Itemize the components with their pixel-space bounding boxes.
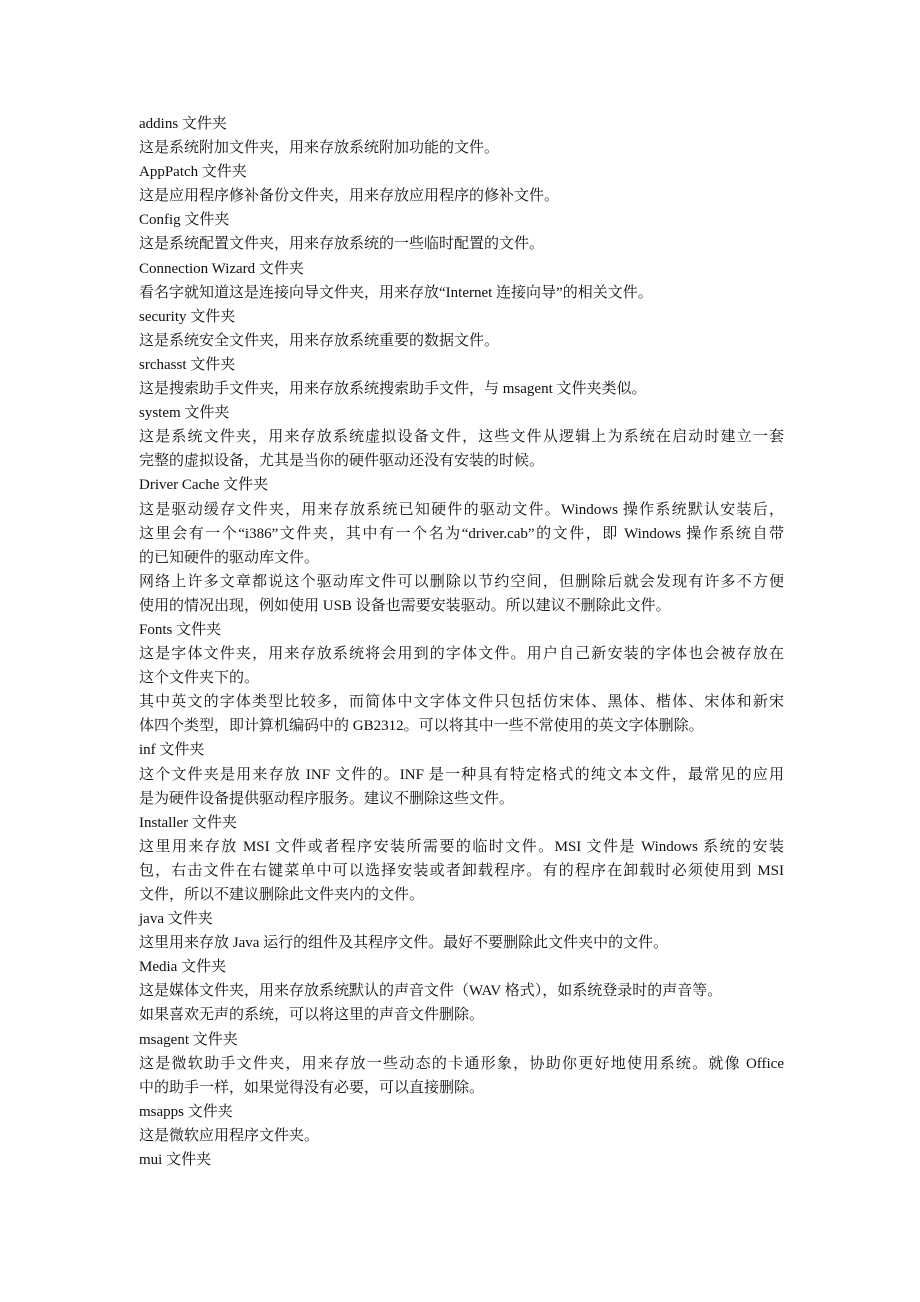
paragraph-line: 这是微软应用程序文件夹。 [139,1127,320,1144]
paragraph-line: 这是系统附加文件夹，用来存放系统附加功能的文件。 [139,140,500,157]
section-heading: msapps 文件夹 [139,1103,233,1120]
paragraph-line: 如果喜欢无声的系统，可以将这里的声音文件删除。 [139,1007,485,1024]
paragraph-line: 体四个类型，即计算机编码中的 GB2312。可以将其中一些不常使用的英文字体删除。 [139,718,704,735]
paragraph-line: 这个文件夹下的。 [139,670,260,687]
paragraph-line: 这是搜索助手文件夹，用来存放系统搜索助手文件，与 msagent 文件夹类似。 [139,381,647,398]
paragraph-line: 这是系统文件夹，用来存放系统虚拟设备文件，这些文件从逻辑上为系统在启动时建立一套 [139,429,784,446]
section-heading: AppPatch 文件夹 [139,164,247,181]
section-heading: security 文件夹 [139,308,236,325]
paragraph-line: 这个文件夹是用来存放 INF 文件的。INF 是一种具有特定格式的纯文本文件，最常见的应用 [139,766,784,783]
section-heading: java 文件夹 [139,911,213,928]
paragraph-line: 使用的情况出现，例如使用 USB 设备也需要安装驱动。所以建议不删除此文件。 [139,597,671,614]
section-heading: addins 文件夹 [139,116,227,132]
paragraph-line: 包，右击文件在右键菜单中可以选择安装或者卸载程序。有的程序在卸载时必须使用到 MSI [139,862,784,879]
paragraph-line: 这是媒体文件夹，用来存放系统默认的声音文件（WAV 格式），如系统登录时的声音等。 [139,983,723,1000]
section-heading: Installer 文件夹 [139,814,237,831]
paragraph-line: 这是字体文件夹，用来存放系统将会用到的字体文件。用户自己新安装的字体也会被存放在 [139,646,784,663]
paragraph-line: 文件，所以不建议删除此文件夹内的文件。 [139,887,425,903]
paragraph-line: 完整的虚拟设备，尤其是当你的硬件驱动还没有安装的时候。 [139,453,545,470]
section-heading: system 文件夹 [139,405,230,422]
section-heading: Config 文件夹 [139,212,230,229]
section-heading: msagent 文件夹 [139,1031,238,1048]
document-body [139,112,784,1172]
paragraph-line: 其中英文的字体类型比较多，而简体中文字体文件只包括仿宋体、黑体、楷体、宋体和新宋 [139,694,784,711]
section-heading: Media 文件夹 [139,959,227,976]
paragraph-line: 这里会有一个“i386”文件夹，其中有一个名为“driver.cab”的文件，即 Windows 操作系统自带 [139,525,784,542]
section-heading: mui 文件夹 [139,1152,212,1169]
paragraph-line: 这是应用程序修补备份文件夹，用来存放应用程序的修补文件。 [139,188,560,205]
section-heading: Driver Cache 文件夹 [139,477,269,494]
paragraph-line: 中的助手一样，如果觉得没有必要，可以直接删除。 [139,1079,485,1096]
paragraph-line: 看名字就知道这是连接向导文件夹，用来存放“Internet 连接向导”的相关文件。 [139,284,653,301]
section-heading: inf 文件夹 [139,742,205,759]
paragraph-line: 这是微软助手文件夹，用来存放一些动态的卡通形象，协助你更好地使用系统。就像 Office [139,1055,784,1072]
paragraph-line: 是为硬件设备提供驱动程序服务。建议不删除这些文件。 [139,790,515,807]
paragraph-line: 的已知硬件的驱动库文件。 [139,549,320,566]
paragraph-line: 这是系统安全文件夹，用来存放系统重要的数据文件。 [139,332,500,349]
section-heading: Fonts 文件夹 [139,621,222,638]
paragraph-line: 这是驱动缓存文件夹，用来存放系统已知硬件的驱动文件。Windows 操作系统默认安装后， [139,501,784,518]
paragraph-line: 这是系统配置文件夹，用来存放系统的一些临时配置的文件。 [139,236,545,253]
paragraph-line: 网络上许多文章都说这个驱动库文件可以删除以节约空间，但删除后就会发现有许多不方便 [139,573,784,590]
section-heading: srchasst 文件夹 [139,356,236,373]
paragraph-line: 这里用来存放 Java 运行的组件及其程序文件。最好不要删除此文件夹中的文件。 [139,935,669,952]
section-heading: Connection Wizard 文件夹 [139,260,304,277]
paragraph-line: 这里用来存放 MSI 文件或者程序安装所需要的临时文件。MSI 文件是 Windows 系统的安装 [139,838,784,855]
